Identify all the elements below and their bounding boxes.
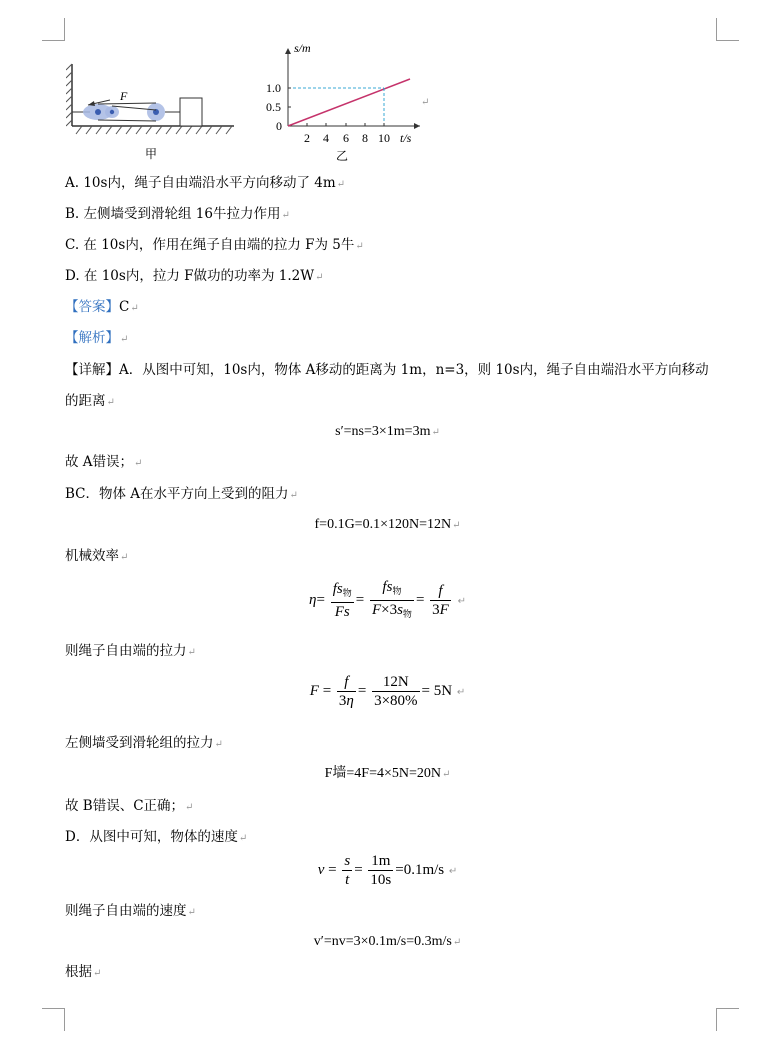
- bc-intro: BC．物体 A在水平方向上受到的阻力↵: [65, 486, 298, 502]
- analysis-line: 【解析】↵: [65, 330, 129, 346]
- option-b: B. 左侧墙受到滑轮组 16牛拉力作用↵: [65, 206, 290, 222]
- paragraph-mark: ↵: [421, 97, 430, 108]
- equation-pull: F = $\frac{f}{3\eta}$ = $\frac{12N}{3\times 80\%}$ = 5N ↵: [309, 674, 466, 709]
- option-d: D. 在 10s内，拉力 F做功的功率为 1.2W↵: [65, 268, 324, 284]
- force-label: F: [120, 89, 128, 103]
- corner-mark-top-right: [716, 18, 739, 41]
- equation-1: s′=ns=3×1m=3m↵: [335, 424, 440, 439]
- equation-speed: v = $\frac{s}{t}$ = $\frac{1m}{10s}$ =0.1m/s ↵: [317, 853, 458, 888]
- pulley-diagram: [66, 62, 236, 142]
- y-axis-label: s/m: [294, 41, 311, 55]
- equation-2: f=0.1G=0.1×120N=12N↵: [314, 517, 461, 532]
- detail-line-2: 的距离↵: [65, 393, 115, 409]
- y-tick-3: 0: [276, 119, 282, 133]
- option-a: A. 10s内，绳子自由端沿水平方向移动了 4m↵: [65, 175, 346, 191]
- detail-line-1: 【详解】A．从图中可知，10s内，物体 A移动的距离为 1m，n=3，则 10s内，绳子自由端沿水平方向移动: [65, 362, 709, 378]
- wall-label: 左侧墙受到滑轮组的拉力↵: [65, 735, 223, 751]
- equation-7: v′=nv=3×0.1m/s=0.3m/s↵: [313, 934, 462, 949]
- d-intro: D．从图中可知，物体的速度↵: [65, 829, 248, 845]
- analysis-tag: 【解析】: [65, 330, 119, 346]
- free-speed-label: 则绳子自由端的速度↵: [65, 903, 196, 919]
- final-label: 根据↵: [65, 964, 102, 980]
- x-tick-2: 4: [323, 131, 329, 145]
- x-axis-label: t/s: [400, 131, 412, 145]
- y-tick-2: 0.5: [266, 100, 281, 114]
- answer-tag: 【答案】: [65, 299, 119, 315]
- detail-tag: 【详解】: [65, 362, 119, 378]
- conclusion-a: 故 A错误；↵: [65, 454, 143, 470]
- equation-efficiency: η= $\frac{fs_物}{Fs}$ = $\frac{fs_物}{F\times 3s_物}$ = $\frac{f}{3F}$ ↵: [309, 579, 466, 620]
- answer-value: C: [119, 299, 130, 315]
- equation-5: F墙=4F=4×5N=20N↵: [324, 766, 451, 781]
- corner-mark-top-left: [42, 18, 65, 41]
- x-tick-1: 2: [304, 131, 310, 145]
- figure-b-label: 乙: [336, 149, 349, 163]
- x-tick-5: 10: [378, 131, 390, 145]
- y-tick-1: 1.0: [266, 81, 281, 95]
- x-tick-4: 8: [362, 131, 368, 145]
- s-t-graph: [250, 38, 430, 153]
- efficiency-label: 机械效率↵: [65, 548, 129, 564]
- corner-mark-bottom-right: [716, 1008, 739, 1031]
- answer-line: 【答案】C↵: [65, 299, 139, 315]
- conclusion-bc: 故 B错误、C正确；↵: [65, 798, 194, 814]
- pull-label: 则绳子自由端的拉力↵: [65, 643, 196, 659]
- figure-a-label: 甲: [145, 147, 158, 161]
- x-tick-3: 6: [343, 131, 349, 145]
- corner-mark-bottom-left: [42, 1008, 65, 1031]
- option-c: C. 在 10s内，作用在绳子自由端的拉力 F为 5牛↵: [65, 237, 364, 253]
